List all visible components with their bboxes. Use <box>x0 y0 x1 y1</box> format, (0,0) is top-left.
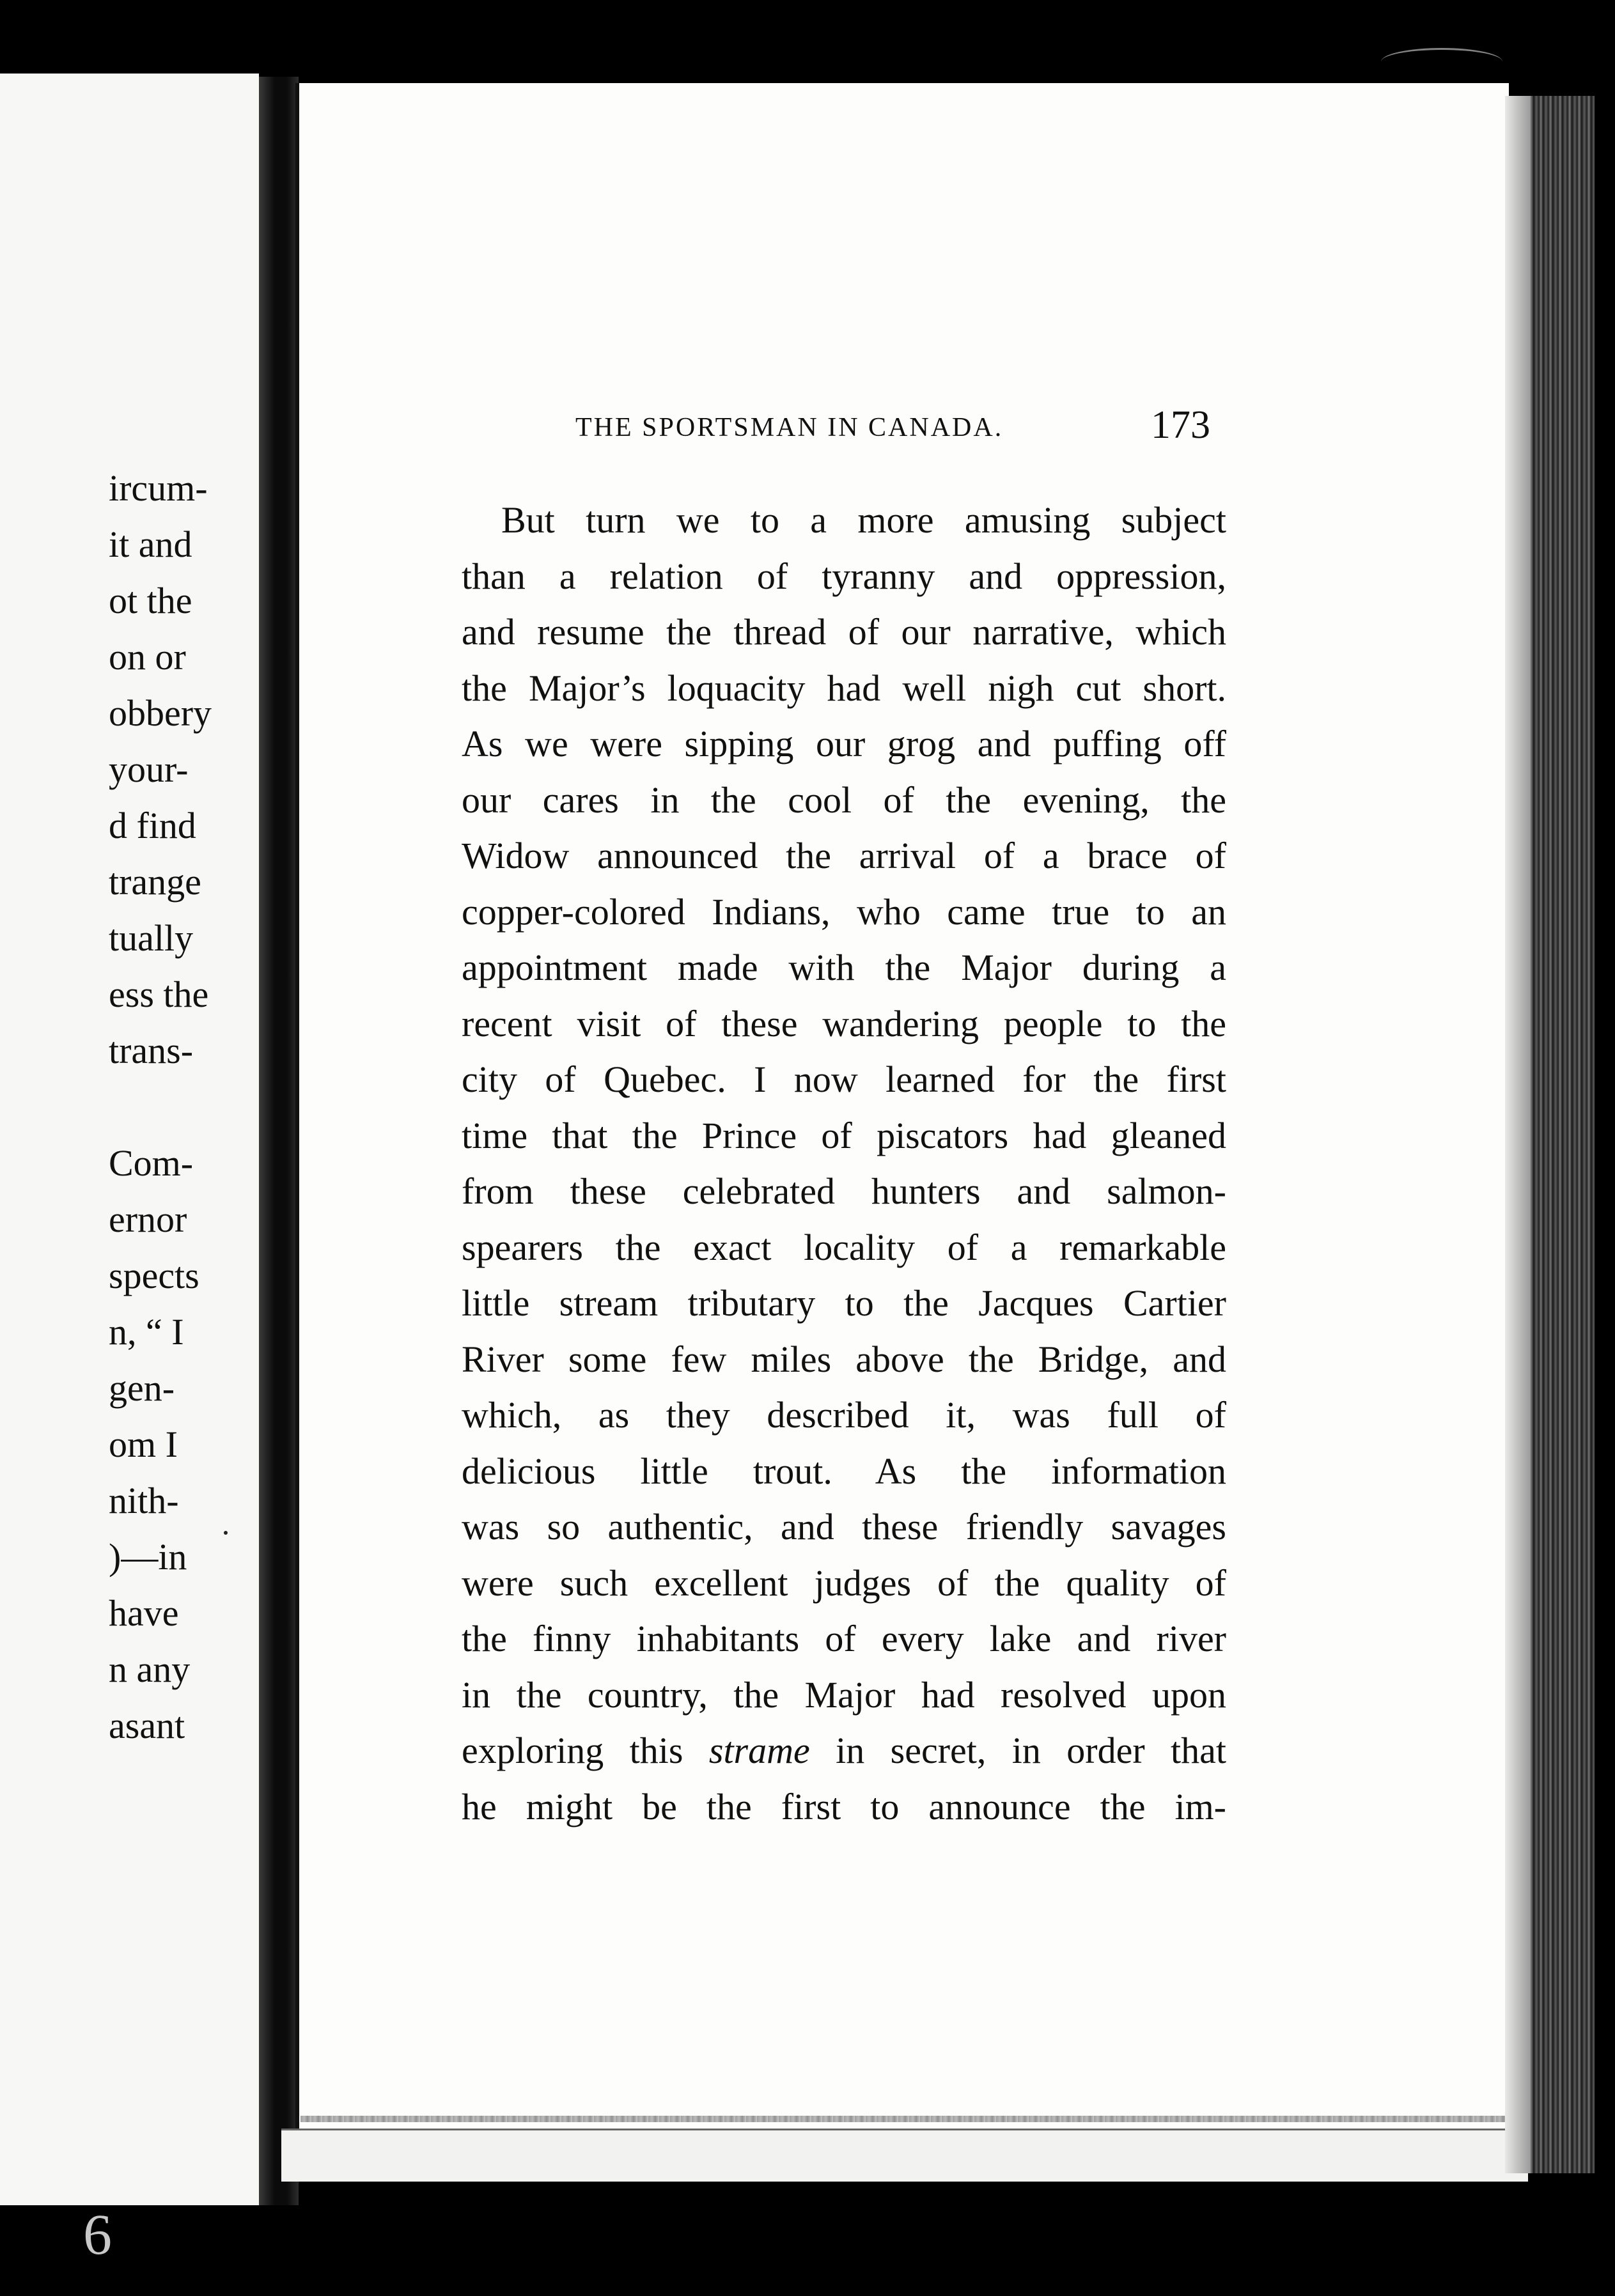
body-text <box>462 492 1226 1834</box>
italic-word: strame <box>708 1730 810 1771</box>
text-line: and resume the thread of our narrative, which <box>462 611 1226 653</box>
previous-page-line: )—in <box>109 1536 187 1578</box>
ink-speck <box>224 1531 228 1535</box>
text-line: little stream tributary to the Jacques Cartier <box>462 1282 1226 1324</box>
text-line: time that the Prince of piscators had gleaned <box>462 1114 1226 1156</box>
previous-page-fragment <box>0 74 259 2267</box>
text-line: were such excellent judges of the quality of <box>462 1562 1226 1604</box>
previous-page-line: ot the <box>109 580 192 621</box>
text-line: spearers the exact locality of a remarkable <box>462 1226 1226 1268</box>
text-line: which, as they described it, was full of <box>462 1394 1226 1436</box>
previous-page-line: d find <box>109 805 196 846</box>
text-line-end: in secret, in order that <box>836 1730 1227 1771</box>
text-line: our cares in the cool of the evening, the <box>462 779 1226 821</box>
text-line: the finny inhabitants of every lake and river <box>462 1618 1226 1659</box>
text-line: city of Quebec. I now learned for the first <box>462 1059 1226 1100</box>
running-header: THE SPORTSMAN IN CANADA. <box>575 413 1004 442</box>
previous-page-line: have <box>109 1592 179 1634</box>
text-line: was so authentic, and these friendly savages <box>462 1506 1226 1547</box>
previous-page-line: trans- <box>109 1030 194 1071</box>
previous-page-line: om I <box>109 1423 178 1465</box>
text-line: But turn we to a more amusing subject <box>501 499 1226 541</box>
fore-edge-highlight <box>1505 96 1531 2173</box>
corner-scribble <box>1381 48 1502 75</box>
text-line-start: exploring this <box>462 1730 683 1771</box>
previous-page-line: spects <box>109 1255 199 1296</box>
page-bottom-edge <box>300 2116 1515 2122</box>
text-line: appointment made with the Major during a <box>462 947 1226 988</box>
text-line: River some few miles above the Bridge, and <box>462 1338 1226 1380</box>
previous-page-line: tually <box>109 917 194 959</box>
page-corner-mark: 6 <box>83 2203 112 2267</box>
text-line: than a relation of tyranny and oppression, <box>462 555 1226 597</box>
previous-page-line: trange <box>109 861 201 903</box>
page-number: 173 <box>1151 403 1210 447</box>
book-gutter <box>259 77 299 2205</box>
text-line: Widow announced the arrival of a brace of <box>462 835 1226 876</box>
text-line: copper-colored Indians, who came true to an <box>462 890 1226 933</box>
text-line: the Major’s loquacity had well nigh cut short. <box>462 667 1226 709</box>
previous-page-line: asant <box>109 1705 185 1746</box>
previous-page-line: ircum- <box>109 467 208 509</box>
text-line: in the country, the Major had resolved upon <box>462 1673 1226 1716</box>
previous-page-line: it and <box>109 524 192 565</box>
text-line: he might be the first to announce the im- <box>462 1785 1226 1827</box>
previous-page-line: nith- <box>109 1480 179 1521</box>
previous-page-line: on or <box>109 636 186 678</box>
previous-page-line: ernor <box>109 1198 187 1240</box>
text-line: As we were sipping our grog and puffing off <box>462 723 1226 764</box>
previous-page-line: ess the <box>109 973 209 1015</box>
previous-page-line: Com- <box>109 1142 194 1184</box>
previous-page-line: n any <box>109 1648 191 1690</box>
previous-page-line: gen- <box>109 1367 175 1409</box>
text-line: recent visit of these wandering people to the <box>462 1002 1226 1044</box>
page-bottom-strip <box>281 2129 1528 2182</box>
text-line <box>462 1723 1226 1779</box>
previous-page-line: obbery <box>109 692 212 734</box>
previous-page-line: your- <box>109 749 189 790</box>
text-line: delicious little trout. As the information <box>462 1450 1226 1492</box>
text-line: from these celebrated hunters and salmon- <box>462 1170 1226 1212</box>
previous-page-line: n, “ I <box>109 1311 184 1353</box>
